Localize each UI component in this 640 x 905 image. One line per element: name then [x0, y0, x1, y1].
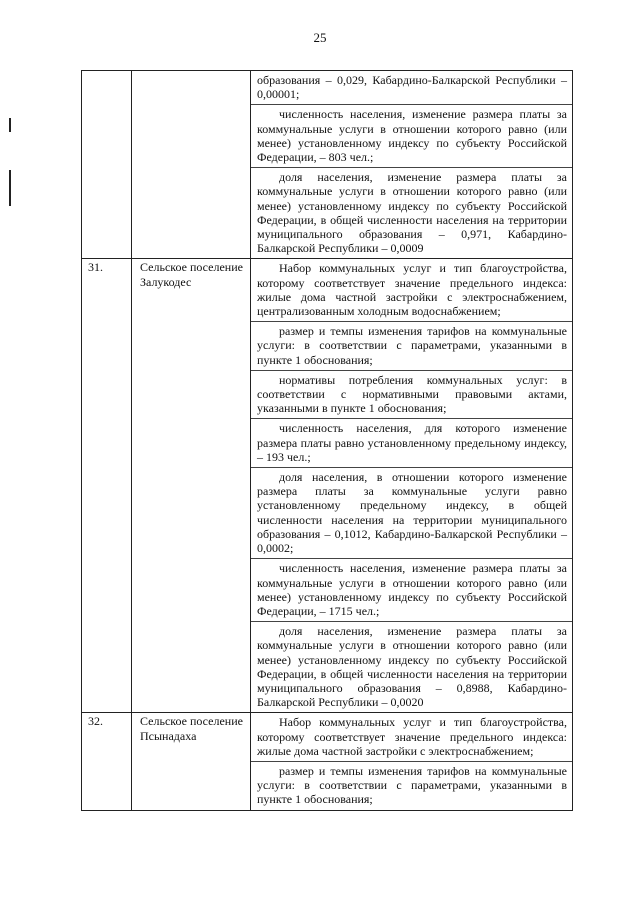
binding-mark: [9, 170, 11, 206]
description-cell: [251, 713, 573, 810]
row-number-cell: [82, 713, 132, 810]
paragraph-text: численность населения, изменение размера платы за коммунальные услуги в отношении которого равно (или менее) установленному индексу по субъекту Российской Федерации, – 803 чел.;: [257, 107, 567, 165]
description-paragraph: [251, 418, 572, 467]
description-paragraph: [251, 467, 572, 558]
description-paragraph: [251, 713, 572, 761]
description-paragraph: [251, 321, 572, 370]
settlement-name: Сельское поселение Псынадаха: [140, 714, 243, 743]
paragraph-text: размер и темпы изменения тарифов на коммунальные услуги: в соответствии с параметрами, указанными в пункте 1 обоснования;: [257, 324, 567, 367]
description-paragraph: [251, 259, 572, 321]
paragraph-text: численность населения, для которого изменение размера платы равно установленному предельному индексу, – 193 чел.;: [257, 421, 567, 464]
description-paragraph: [251, 104, 572, 167]
paragraph-text: Набор коммунальных услуг и тип благоустройства, которому соответствует значение предельного индекса: жилые дома частной застройки с электроснабжением, централизованным холодным водоснабжением;: [257, 261, 567, 319]
paragraph-text: Набор коммунальных услуг и тип благоустройства, которому соответствует значение предельного индекса: жилые дома частной застройки с электроснабжением;: [257, 715, 567, 758]
paragraph-text: образования – 0,029, Кабардино-Балкарской Республики – 0,00001;: [257, 73, 567, 102]
description-cell: [251, 259, 573, 713]
description-paragraph: [251, 621, 572, 712]
description-cell: [251, 71, 573, 259]
paragraph-text: размер и темпы изменения тарифов на коммунальные услуги: в соответствии с параметрами, указанными в пункте 1 обоснования;: [257, 763, 567, 807]
row-number: 31.: [88, 260, 103, 275]
settlement-name: Сельское поселение Залукодес: [140, 260, 243, 289]
settlement-name-cell: [132, 71, 251, 259]
description-paragraph: [251, 167, 572, 258]
page-number: 25: [313, 30, 327, 45]
settlement-name-cell: [132, 259, 251, 713]
row-number: 32.: [88, 714, 103, 729]
table-row: [82, 259, 573, 713]
table-row: [82, 713, 573, 810]
paragraph-text: доля населения, в отношении которого изменение размера платы за коммунальные услуги равно установленному предельному индексу, в общей численности населения на территории муниципального образования – 0,1012, Кабардино-Балкарской Республики – 0,0002;: [257, 470, 567, 556]
table-row: [82, 71, 573, 259]
settlement-name-cell: [132, 713, 251, 810]
justification-table: [81, 70, 573, 811]
description-paragraph: [251, 370, 572, 419]
paragraph-text: нормативы потребления коммунальных услуг: в соответствии с нормативными правовыми актами, указанными в пункте 1 обоснования;: [257, 372, 567, 416]
table-body: [82, 71, 573, 811]
binding-mark: [9, 118, 11, 132]
description-paragraph: [251, 71, 572, 104]
description-paragraph: [251, 761, 572, 810]
row-number: [88, 71, 131, 72]
row-number-cell: [82, 71, 132, 259]
paragraph-text: доля населения, изменение размера платы за коммунальные услуги в отношении которого равно (или менее) установленному индексу по субъекту Российской Федерации, в общей численности населения на территории муниципального образования – 0,8988, Кабардино-Балкарской Республики – 0,0020: [257, 624, 567, 710]
paragraph-text: численность населения, изменение размера платы за коммунальные услуги в отношении которого равно (или менее) установленному индексу по субъекту Российской Федерации, – 1715 чел.;: [257, 561, 567, 618]
settlement-name: [140, 71, 250, 72]
paragraph-text: доля населения, изменение размера платы за коммунальные услуги в отношении которого равно (или менее) установленному индексу по субъекту Российской Федерации, в общей численности населения на территории муниципального образования – 0,971, Кабардино-Балкарской Республики – 0,0009: [257, 170, 567, 256]
row-number-cell: [82, 259, 132, 713]
description-paragraph: [251, 558, 572, 621]
